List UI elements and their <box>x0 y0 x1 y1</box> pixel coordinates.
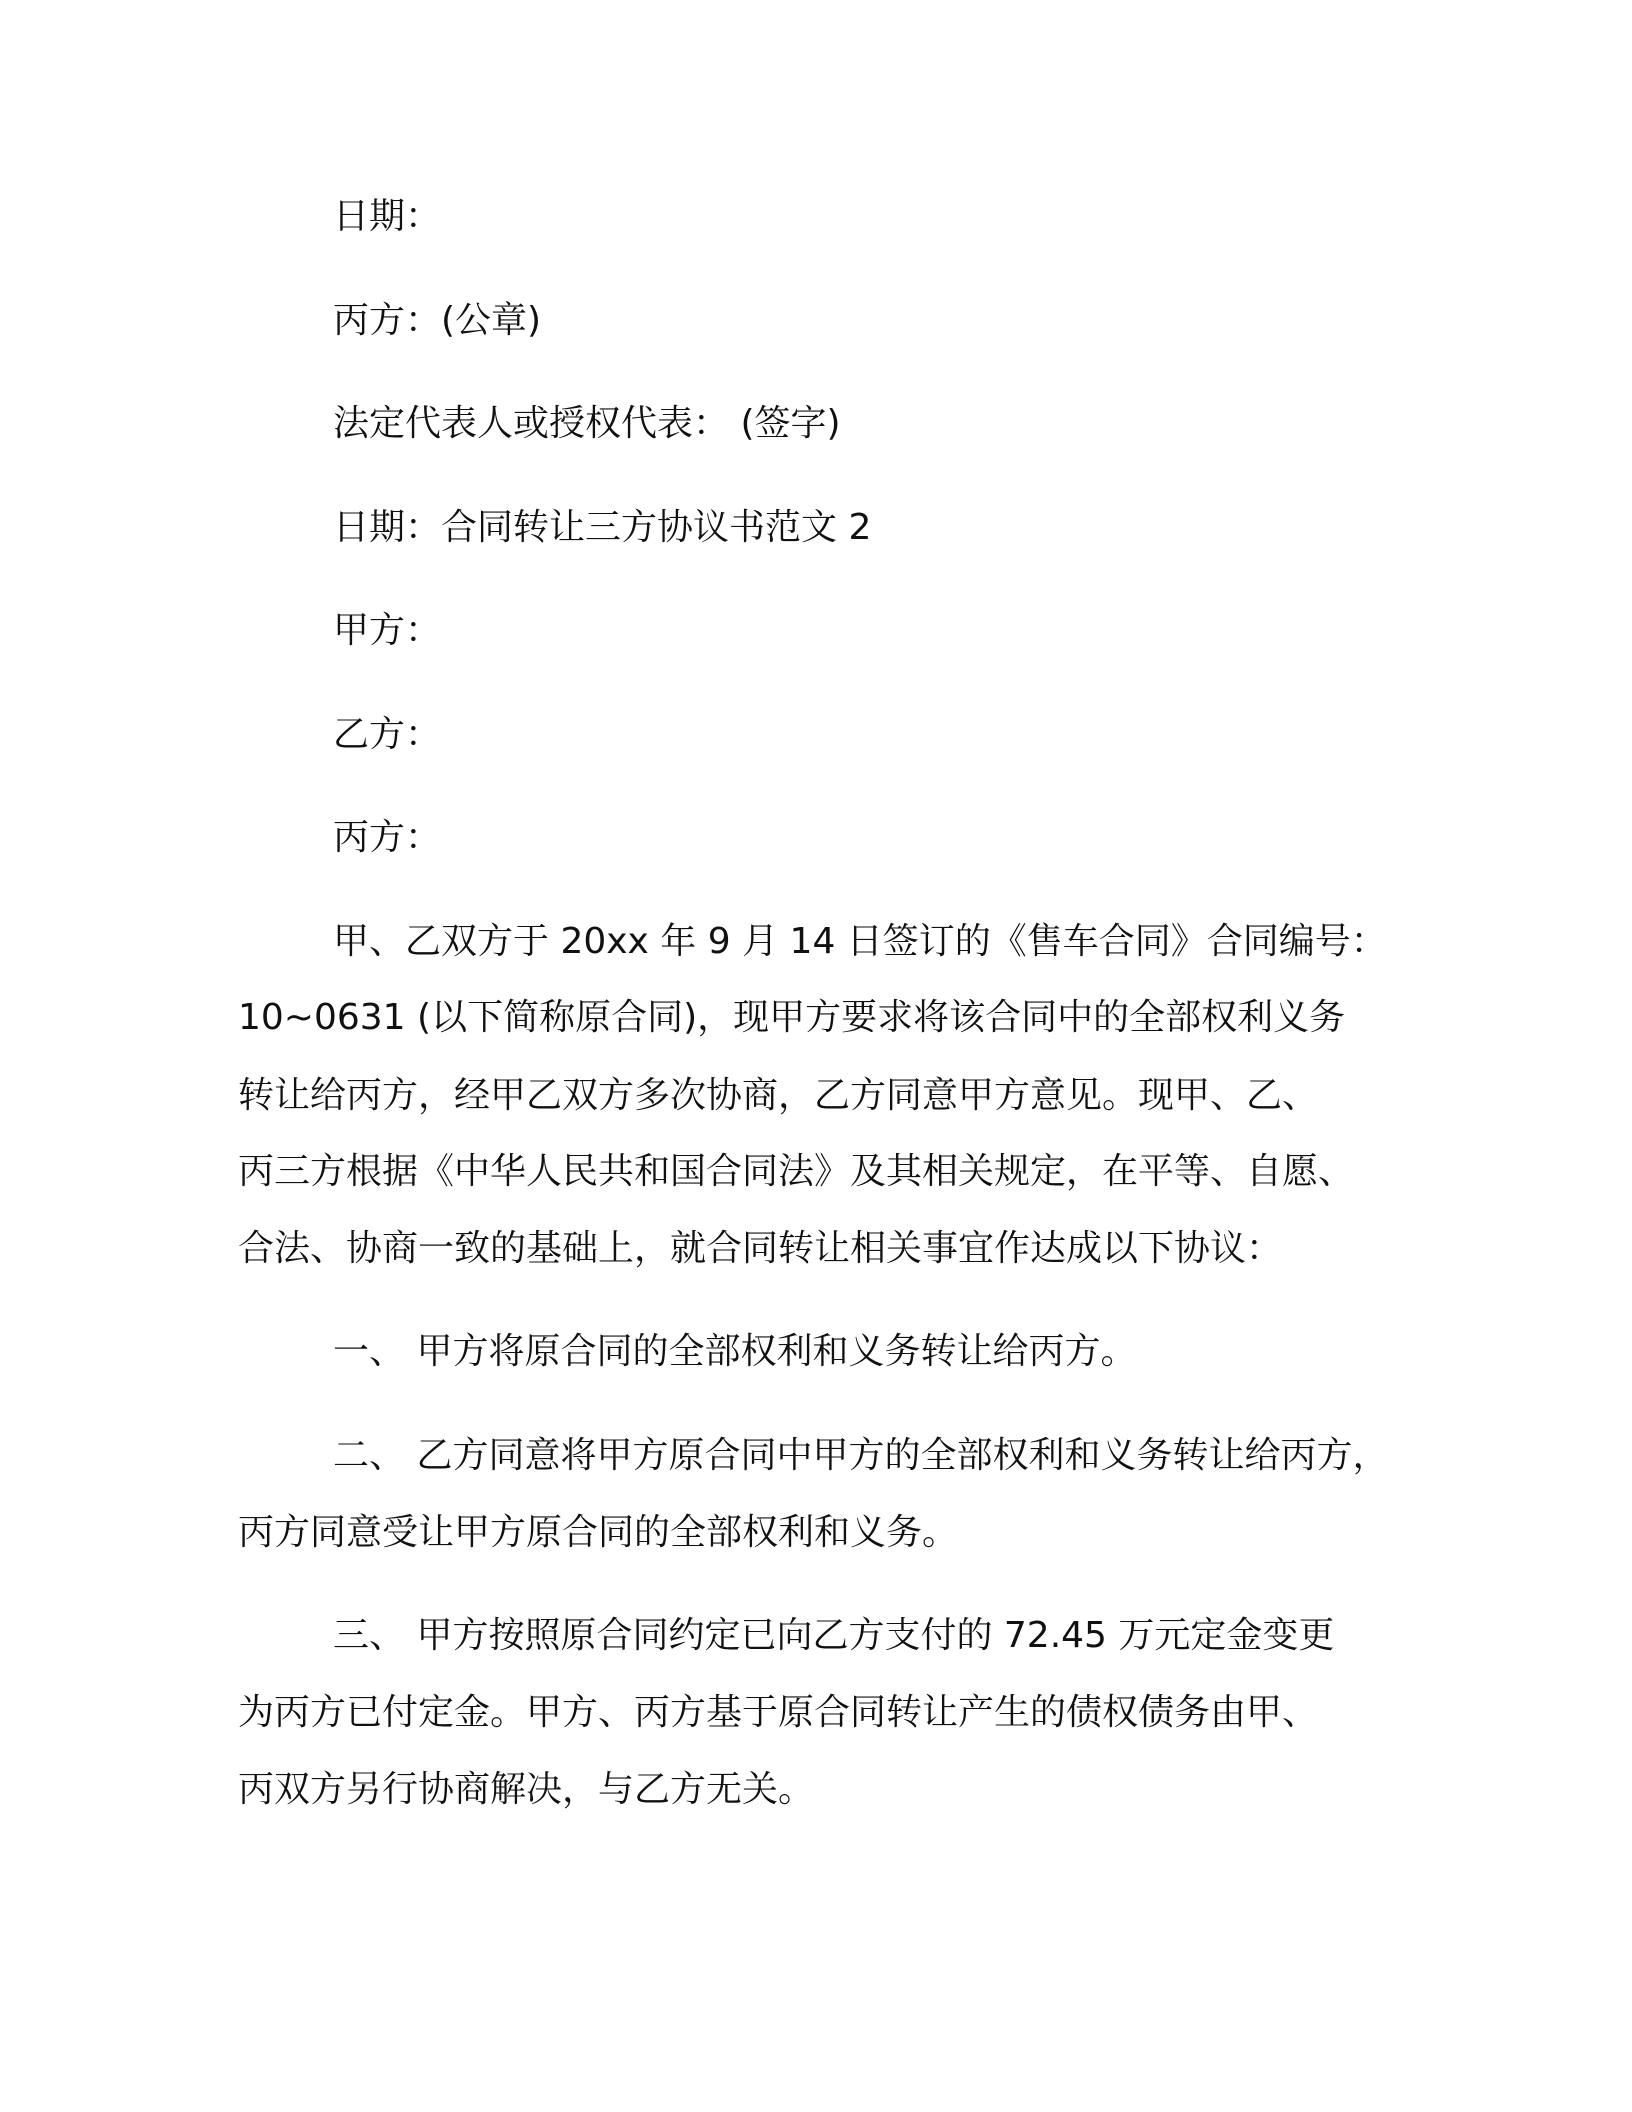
party-b-line: 乙方： <box>333 714 442 755</box>
preamble-line-1: 甲、乙双方于 20xx 年 9 月 14 日签订的《售车合同》合同编号： <box>333 921 1387 962</box>
clause-3-line-2: 为丙方已付定金。甲方、丙方基于原合同转让产生的债权债务由甲、 <box>238 1692 1319 1733</box>
date-line-1: 日期： <box>333 196 442 237</box>
legal-representative-line: 法定代表人或授权代表： (签字) <box>333 403 841 444</box>
clause-3-line-1: 三、 甲方按照原合同约定已向乙方支付的 72.45 万元定金变更 <box>333 1615 1335 1656</box>
clause-2-line-1: 二、 乙方同意将甲方原合同中甲方的全部权利和义务转让给丙方， <box>333 1435 1389 1476</box>
party-a-line: 甲方： <box>333 610 442 651</box>
clause-3-line-3: 丙双方另行协商解决，与乙方无关。 <box>238 1769 815 1810</box>
preamble-line-5: 合法、协商一致的基础上，就合同转让相关事宜作达成以下协议： <box>238 1228 1283 1269</box>
date-title-line: 日期：合同转让三方协议书范文 2 <box>333 507 872 548</box>
party-c-line: 丙方： <box>333 817 442 858</box>
party-c-seal-line: 丙方：(公章) <box>333 300 542 341</box>
clause-2-line-2: 丙方同意受让甲方原合同的全部权利和义务。 <box>238 1512 959 1553</box>
preamble-line-2: 10~0631 (以下简称原合同)，现甲方要求将该合同中的全部权利义务 <box>238 997 1346 1038</box>
preamble-line-3: 转让给丙方，经甲乙双方多次协商，乙方同意甲方意见。现甲、乙、 <box>238 1075 1319 1116</box>
preamble-line-4: 丙三方根据《中华人民共和国合同法》及其相关规定，在平等、自愿、 <box>238 1151 1355 1192</box>
clause-1: 一、 甲方将原合同的全部权利和义务转让给丙方。 <box>333 1331 1137 1372</box>
